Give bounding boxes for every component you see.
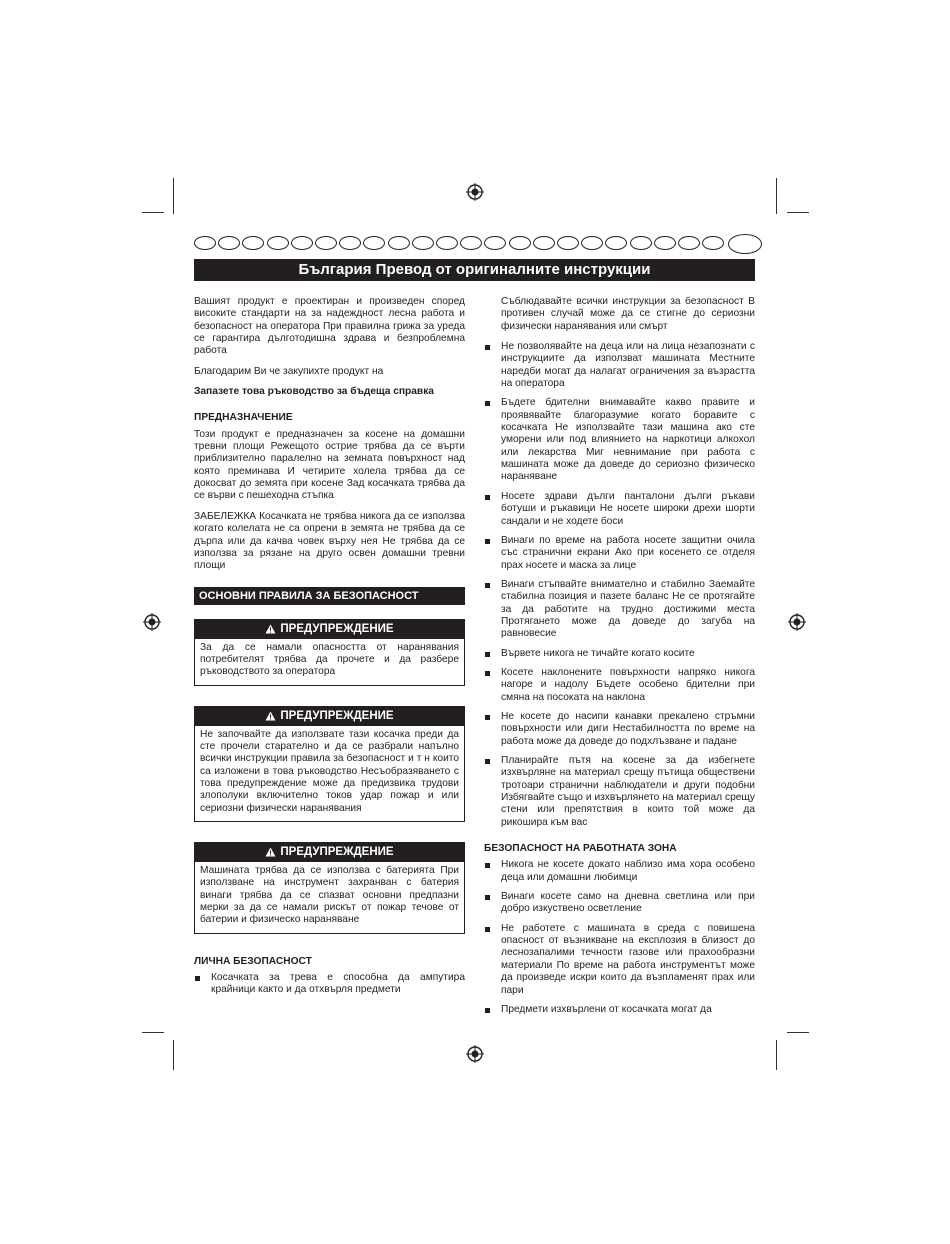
warning-triangle-icon: [265, 847, 276, 857]
list-item: Винаги стъпвайте внимателно и стабилно Заемайте стабилна позиция и пазете баланс Не се протягайте за да работите на трудно достижими места Протягането може да доведе до загуба на равновесие: [484, 579, 755, 641]
work-area-heading: БЕЗОПАСНОСТ НА РАБОТНАТА ЗОНА: [484, 843, 677, 855]
registration-mark-icon: [143, 613, 161, 631]
language-tab-oval: [388, 236, 410, 250]
registration-mark-icon: [466, 183, 484, 201]
bullet-icon: [485, 863, 490, 868]
list-item: Никога не косете докато наблизо има хора особено деца или домашни любимци: [484, 859, 755, 884]
registration-mark-icon: [466, 1045, 484, 1063]
bullet-icon: [485, 759, 490, 764]
warning-title: ПРЕДУПРЕЖДЕНИЕ: [280, 622, 394, 635]
purpose-heading: ПРЕДНАЗНАЧЕНИЕ: [194, 412, 293, 424]
list-item: Предмети изхвърлени от косачката могат да: [484, 1004, 755, 1016]
list-item: Косете наклонените повърхности напряко никога нагоре и надолу Бъдете особено бдителни при смяна на посоката на наклона: [484, 667, 755, 704]
bullet-icon: [485, 671, 490, 676]
note-text: ЗАБЕЛЕЖКА Косачката не трябва никога да се използва когато колелата не са опрени в земята не трябва да се дърпа или да качва човек върху нея Не трябва да се използва за рязане на друго освен домашни тревни площи: [194, 510, 465, 572]
bullet-icon: [195, 976, 200, 981]
page-title: България Превод от оригиналните инструкции: [194, 259, 755, 281]
language-tabs: [194, 234, 756, 256]
personal-safety-heading: ЛИЧНА БЕЗОПАСНОСТ: [194, 955, 312, 967]
keep-manual-note: Запазете това ръководство за бъдеща справка: [194, 386, 434, 398]
bullet-icon: [485, 583, 490, 588]
crop-mark: [173, 1040, 174, 1070]
warning-text: Не започвайте да използвате тази косачка преди да сте прочели старателно и да се разбрали напълно всички инструкции правила за безопасност и т н които са изложени в това ръководство Несъобразяването с това предупреждение може да предизвика трудови злополуки включително токов удар пожар и или сериозни физически наранявания: [200, 728, 459, 814]
crop-mark: [776, 178, 777, 214]
warning-triangle-icon: [265, 711, 276, 721]
intro-text: Вашият продукт е проектиран и произведен според високите стандарти на за надеждност лесна работа и безопасност на оператора При правилна грижа за уреда се гарантира дълготодишна здрава и безпроблемна работа: [194, 296, 465, 357]
bullet-icon: [485, 1008, 490, 1013]
warning-box: [194, 842, 465, 934]
language-tab-oval: [242, 236, 264, 250]
language-tab-oval: [533, 236, 555, 250]
warning-box: [194, 619, 465, 686]
intro-thanks: Благодарим Ви че закупихте продукт на: [194, 365, 384, 377]
bullet-icon: [485, 495, 490, 500]
language-tab-oval: [412, 236, 434, 250]
list-item: Винаги косете само на дневна светлина или при добро изкуствено осветление: [484, 891, 755, 916]
list-item: Не позволявайте на деца или на лица незапознати с инструкциите да използват машината Местните наредби могат да налагат ограничения за възрастта на оператора: [484, 341, 755, 390]
warning-text: За да се намали опасността от наранявания потребителят трябва да прочете и да разбере ръководството за оператора: [200, 641, 459, 678]
bullet-icon: [485, 539, 490, 544]
warning-triangle-icon: [265, 624, 276, 634]
warning-title: ПРЕДУПРЕЖДЕНИЕ: [280, 845, 394, 858]
continued-text: Съблюдавайте всички инструкции за безопасност В противен случай може да се стигне до сериозни физически наранявания или смърт: [501, 296, 755, 332]
language-tab-oval: [315, 236, 337, 250]
language-tab-oval: [581, 236, 603, 250]
language-tab-oval: [339, 236, 361, 250]
purpose-text: Този продукт е предназначен за косене на домашни тревни площи Режещото острие трябва да се върти приблизително паралелно на земната повърхност над която преминава И четирите холела трябва да се докосват до земята при косене Зад косачката трябва да се върви с пешеходна стъпка: [194, 428, 465, 502]
bullet-icon: [485, 927, 490, 932]
crop-mark: [787, 212, 809, 213]
left-column: [194, 296, 465, 1004]
crop-mark: [173, 178, 174, 214]
language-tab-oval: [509, 236, 531, 250]
list-item: Не работете с машината в среда с повишена опасност от възникване на експлозия в близост до леснозапалими течности газове или прахообразни материали По време на работа инструментът може да произведе искри които да възпламенят прах или пари: [484, 923, 755, 997]
list-item: Планирайте пътя на косене за да избегнете изхвърляне на материал срещу пътища обществени тротоари странични наблюдатели и други подобни Избягвайте също и изхвърлянето на материал срещу стени или препятствия в които той може да рикошира към вас: [484, 755, 755, 829]
language-tab-oval: [605, 236, 627, 250]
warning-title: ПРЕДУПРЕЖДЕНИЕ: [280, 709, 394, 722]
list-item: Бъдете бдителни внимавайте какво правите и проявявайте благоразумие когато боравите с косачката Не използвайте тази машина ако сте уморени или под влиянието на наркотици алкохол или лекарства Миг невнимание при работа с машината може да доведе до сериозно физическо нараняване: [484, 397, 755, 483]
bullet-icon: [485, 715, 490, 720]
language-tab-oval: [218, 236, 240, 250]
list-item: Не косете до насипи канавки прекалено стръмни повърхности или диги Нестабилността по време на работа може да доведе до подхлъзване и падане: [484, 711, 755, 748]
registration-mark-icon: [788, 613, 806, 631]
language-tab-oval: [702, 236, 724, 250]
language-tab-oval: [291, 236, 313, 250]
language-tab-oval: [194, 236, 216, 250]
list-item: Носете здрави дълги панталони дълги ръкави ботуши и ръкавици Не носете широки дрехи шорти сандали и не ходете боси: [484, 491, 755, 528]
language-tab-oval: [557, 236, 579, 250]
language-tab-oval: [436, 236, 458, 250]
crop-mark: [776, 1040, 777, 1070]
list-item: Винаги по време на работа носете защитни очила със странични екрани Ако при косенето се отделя прах носете и маска за лице: [484, 535, 755, 572]
safety-rules-bar: ОСНОВНИ ПРАВИЛА ЗА БЕЗОПАСНОСТ: [194, 587, 465, 605]
right-column: [484, 296, 755, 1023]
list-item: Вървете никога не тичайте когато косите: [484, 648, 755, 660]
language-tab-oval: [630, 236, 652, 250]
crop-mark: [787, 1032, 809, 1033]
language-tab-oval: [267, 236, 289, 250]
language-tab-oval: [460, 236, 482, 250]
crop-mark: [142, 212, 164, 213]
bullet-icon: [485, 895, 490, 900]
language-tab-oval: [678, 236, 700, 250]
warning-header: [195, 707, 464, 726]
bullet-icon: [485, 652, 490, 657]
crop-mark: [142, 1032, 164, 1033]
warning-box: [194, 706, 465, 822]
language-tab-active: [728, 234, 762, 254]
warning-text: Машината трябва да се използва с батерията При използване на инструмент захранван с батерия винаги трябва да се спазват основни предпазни мерки за да се намали рискът от пожар течове от батерии и физическо нараняване: [200, 864, 459, 926]
bullet-icon: [485, 401, 490, 406]
list-item: Косачката за трева е способна да ампутира крайници както и да отхвърля предмети: [194, 972, 465, 997]
warning-header: [195, 843, 464, 862]
language-tab-oval: [654, 236, 676, 250]
bullet-icon: [485, 345, 490, 350]
warning-header: [195, 620, 464, 639]
language-tab-oval: [484, 236, 506, 250]
language-tab-oval: [363, 236, 385, 250]
